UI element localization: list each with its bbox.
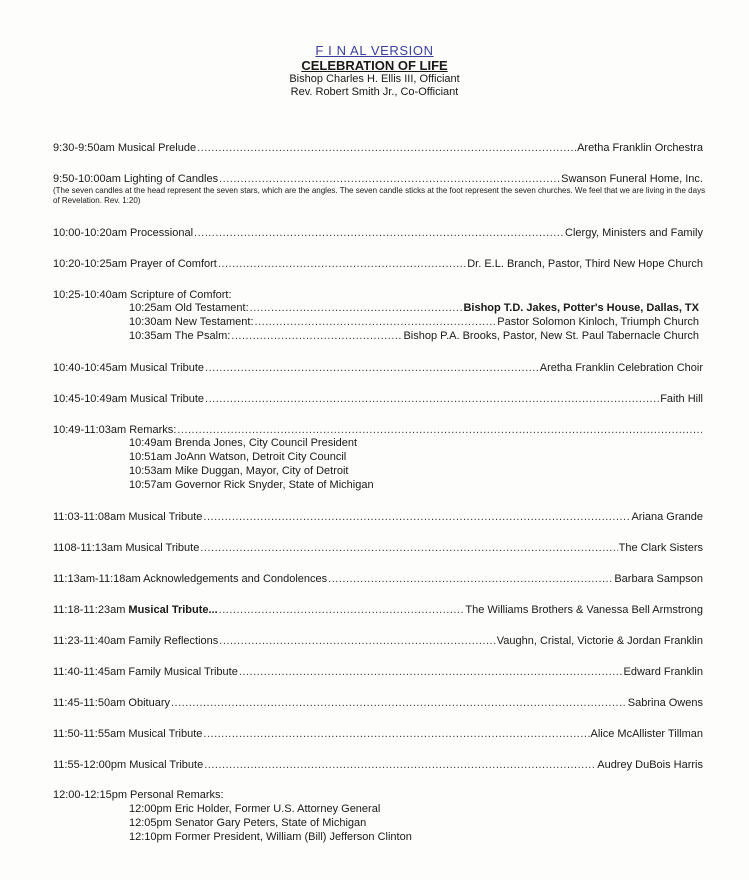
leader-dots <box>231 330 402 343</box>
remarks-item: 10:57am Governor Rick Snyder, State of Michigan <box>129 479 374 491</box>
item-time: 11:50-11:55am Musical Tribute <box>53 728 203 740</box>
item-participant: Vaughn, Cristal, Victorie & Jordan Franklin <box>496 635 703 647</box>
item-time: 11:40-11:45am Family Musical Tribute <box>53 666 238 678</box>
item-time: 10:20-10:25am Prayer of Comfort <box>53 258 217 270</box>
leader-dots <box>250 302 463 315</box>
program-item-processional <box>53 226 703 240</box>
leader-dots <box>239 665 623 679</box>
item-time: 11:45-11:50am Obituary <box>53 697 170 709</box>
personal-remarks-item: 12:10pm Former President, William (Bill) Jefferson Clinton <box>129 831 412 843</box>
item-participant: Edward Franklin <box>623 666 703 678</box>
leader-dots <box>171 696 627 710</box>
remarks-item: 10:49am Brenda Jones, City Council President <box>129 437 358 449</box>
item-participant: Bishop P.A. Brooks, Pastor, New St. Paul Tabernacle Church <box>403 330 699 342</box>
item-time: 10:45-10:49am Musical Tribute <box>53 393 205 405</box>
item-participant: Bishop T.D. Jakes, Potter's House, Dallas, TX <box>463 302 699 314</box>
item-time: 10:25am Old Testament: <box>129 302 249 314</box>
leader-dots <box>177 423 702 437</box>
item-time: 10:40-10:45am Musical Tribute <box>53 362 205 374</box>
item-time: 9:50-10:00am Lighting of Candles <box>53 173 219 185</box>
item-participant: The Clark Sisters <box>618 542 703 554</box>
leader-dots <box>197 141 576 155</box>
program-item-remarks <box>53 423 703 437</box>
remarks-item: 10:51am JoAnn Watson, Detroit City Council <box>129 451 347 463</box>
leader-dots <box>218 257 466 271</box>
program-item-tribute-harris <box>53 758 703 772</box>
leader-dots <box>328 572 613 586</box>
program-item-tribute-clark-sisters <box>53 541 703 555</box>
item-time: 11:23-11:40am Family Reflections <box>53 635 219 647</box>
item-time-prefix: 11:18-11:23am <box>53 604 129 616</box>
item-participant: Aretha Franklin Orchestra <box>577 142 703 154</box>
program-item-prayer <box>53 257 703 271</box>
item-time: 1108-11:13am Musical Tribute <box>53 542 200 554</box>
leader-dots <box>255 316 497 329</box>
item-time: 11:13am-11:18am Acknowledgements and Condolences <box>53 573 328 585</box>
item-time: 9:30-9:50am Musical Prelude <box>53 142 197 154</box>
item-participant: The Williams Brothers & Vanessa Bell Armstrong <box>465 604 703 616</box>
personal-remarks-item: 12:05pm Senator Gary Peters, State of Michigan <box>129 817 367 829</box>
item-participant: Ariana Grande <box>631 511 703 523</box>
item-time: 10:00-10:20am Processional <box>53 227 194 239</box>
item-participant: Aretha Franklin Celebration Choir <box>539 362 703 374</box>
leader-dots <box>200 541 617 555</box>
program-item-obituary <box>53 696 703 710</box>
leader-dots <box>204 758 596 772</box>
scripture-psalm <box>129 330 699 343</box>
leader-dots <box>203 727 589 741</box>
item-participant: Pastor Solomon Kinloch, Triumph Church <box>497 316 699 328</box>
program-item-prelude <box>53 141 703 155</box>
item-time: 10:49-11:03am Remarks: <box>53 424 177 436</box>
remarks-item: 10:53am Mike Duggan, Mayor, City of Detroit <box>129 465 349 477</box>
item-participant: Alice McAllister Tillman <box>590 728 703 740</box>
program-item-tribute-williams <box>53 603 703 617</box>
item-participant: Dr. E.L. Branch, Pastor, Third New Hope Church <box>467 258 703 270</box>
scripture-old-testament <box>129 302 699 315</box>
item-participant: Faith Hill <box>660 393 703 405</box>
leader-dots <box>219 634 495 648</box>
co-officiant-line: Rev. Robert Smith Jr., Co-Officiant <box>290 86 459 98</box>
item-participant: Sabrina Owens <box>627 697 703 709</box>
program-item-tribute-faith-hill <box>53 392 703 406</box>
leader-dots <box>219 603 465 617</box>
program-item-family-reflections <box>53 634 703 648</box>
program-item-acknowledgements <box>53 572 703 586</box>
program-item-candles <box>53 172 703 186</box>
program-item-tribute-choir <box>53 361 703 375</box>
item-participant: Swanson Funeral Home, Inc. <box>561 173 703 185</box>
version-label: F I N AL VERSION <box>315 43 434 58</box>
program-item-scripture: 10:25-10:40am Scripture of Comfort: <box>53 289 232 301</box>
item-time: 10:35am The Psalm: <box>129 330 231 342</box>
program-item-tribute-ariana <box>53 510 703 524</box>
item-participant: Audrey DuBois Harris <box>597 759 703 771</box>
personal-remarks-item: 12:00pm Eric Holder, Former U.S. Attorney General <box>129 803 381 815</box>
program-item-personal-remarks: 12:00-12:15pm Personal Remarks: <box>53 789 224 801</box>
leader-dots <box>194 226 564 240</box>
item-participant: Barbara Sampson <box>614 573 703 585</box>
leader-dots <box>219 172 560 186</box>
program-title: CELEBRATION OF LIFE <box>301 58 448 73</box>
item-time-bold: Musical Tribute... <box>128 604 218 616</box>
program-item-tribute-tillman <box>53 727 703 741</box>
leader-dots <box>205 392 659 406</box>
item-time: 11:55-12:00pm Musical Tribute <box>53 759 204 771</box>
leader-dots <box>203 510 630 524</box>
candles-note: (The seven candles at the head represent the seven stars, which are the angles. The seven candle sticks at the foot represent the seven churches. We feel that we are living in the days of Revelation. Rev. 1:20) <box>53 186 706 205</box>
item-time: 11:03-11:08am Musical Tribute <box>53 511 203 523</box>
program-header <box>0 44 749 99</box>
scripture-new-testament <box>129 316 699 329</box>
item-participant: Clergy, Ministers and Family <box>565 227 703 239</box>
program-item-family-tribute <box>53 665 703 679</box>
item-time: 10:30am New Testament: <box>129 316 254 328</box>
leader-dots <box>205 361 539 375</box>
item-time <box>53 603 218 617</box>
officiant-line: Bishop Charles H. Ellis III, Officiant <box>289 73 460 85</box>
